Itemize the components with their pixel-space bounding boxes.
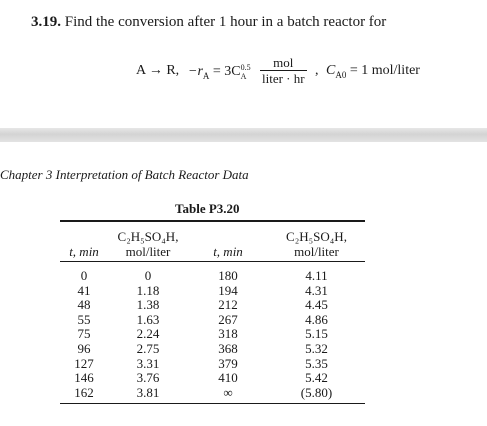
problem-number: 3.19. — [31, 14, 61, 30]
cell: 4.31 — [305, 282, 328, 298]
cell: 180 — [218, 268, 238, 283]
rate-exponent: 0.5 — [240, 63, 251, 72]
cell: 0 — [80, 268, 88, 283]
cell: 96 — [77, 340, 91, 356]
cell: 1.18 — [136, 282, 160, 298]
rate-units — [260, 56, 307, 86]
header-concentration-2-species: C₂H₅SO₄H, — [286, 229, 347, 244]
rate-units-numerator: mol — [260, 56, 307, 71]
cell: 75 — [77, 326, 91, 342]
cell: 4.45 — [305, 297, 328, 313]
table-row — [60, 313, 365, 328]
cell: 55 — [77, 311, 91, 327]
reaction: A → R, — [136, 63, 180, 78]
cell: 318 — [218, 326, 238, 342]
table-row — [60, 298, 365, 313]
table-header-row — [60, 221, 365, 262]
table-row — [60, 327, 365, 342]
rate-expression — [188, 63, 251, 81]
cell: 3.81 — [108, 386, 188, 404]
page-divider — [0, 128, 487, 142]
problem-text: Find the conversion after 1 hour in a batch reactor for — [64, 14, 387, 30]
header-time-2: t, min — [188, 221, 268, 262]
cell: 379 — [218, 355, 238, 371]
cao-subscript: A0 — [335, 69, 347, 80]
cell: 3.76 — [136, 370, 160, 386]
cell: 194 — [218, 282, 238, 298]
cell: 5.42 — [305, 370, 328, 386]
cell: 267 — [218, 311, 238, 327]
cell: 410 — [218, 370, 238, 386]
header-concentration-1 — [108, 221, 188, 262]
problem-statement — [31, 14, 386, 31]
cao-value: = 1 mol/liter — [349, 63, 420, 78]
rate-lhs-subscript: A — [202, 71, 210, 82]
table-title: Table P3.20 — [175, 201, 240, 216]
cell: 162 — [60, 386, 108, 404]
cell: 5.15 — [305, 326, 328, 342]
table-row — [60, 262, 365, 284]
cell: 1.38 — [136, 297, 160, 313]
cell: 127 — [74, 355, 94, 371]
cell: 4.86 — [305, 311, 328, 327]
cell: 146 — [74, 370, 94, 386]
cell: 1.63 — [136, 311, 160, 327]
header-concentration-1-units: mol/liter — [125, 244, 171, 259]
cell: ∞ — [188, 386, 268, 404]
cell: 368 — [218, 340, 238, 356]
cell: 3.31 — [136, 355, 160, 371]
chapter-heading: Chapter 3 Interpretation of Batch Reactor Data — [0, 167, 249, 182]
cell: 5.35 — [305, 355, 328, 371]
initial-concentration — [326, 63, 420, 80]
cell: 5.32 — [305, 340, 328, 356]
cell: (5.80) — [268, 386, 365, 404]
table-row — [60, 284, 365, 299]
cell: 212 — [218, 297, 238, 313]
cell: 0 — [144, 268, 152, 283]
table-row — [60, 342, 365, 357]
rate-concentration-subscript: A — [240, 72, 247, 81]
cao-symbol: C — [326, 63, 336, 78]
equation-comma: , — [315, 63, 319, 78]
header-concentration-2-units: mol/liter — [294, 244, 339, 259]
data-table — [60, 220, 365, 404]
cell: 41 — [77, 282, 91, 298]
textbook-page — [0, 142, 487, 426]
table-row — [60, 386, 365, 404]
header-concentration-2 — [268, 221, 365, 262]
rate-units-denominator: liter · hr — [262, 71, 305, 86]
cell: 2.75 — [136, 340, 160, 356]
cell: 48 — [77, 297, 91, 313]
header-concentration-1-species: C₂H₅SO₄H, — [117, 229, 179, 244]
rate-equals: = 3C — [212, 64, 241, 80]
cell: 2.24 — [136, 326, 160, 342]
table-row — [60, 371, 365, 386]
rate-lhs: −r — [188, 64, 203, 80]
header-time-1: t, min — [60, 221, 108, 262]
cell: 4.11 — [305, 268, 328, 283]
table-row — [60, 357, 365, 372]
problem-section — [0, 0, 487, 128]
